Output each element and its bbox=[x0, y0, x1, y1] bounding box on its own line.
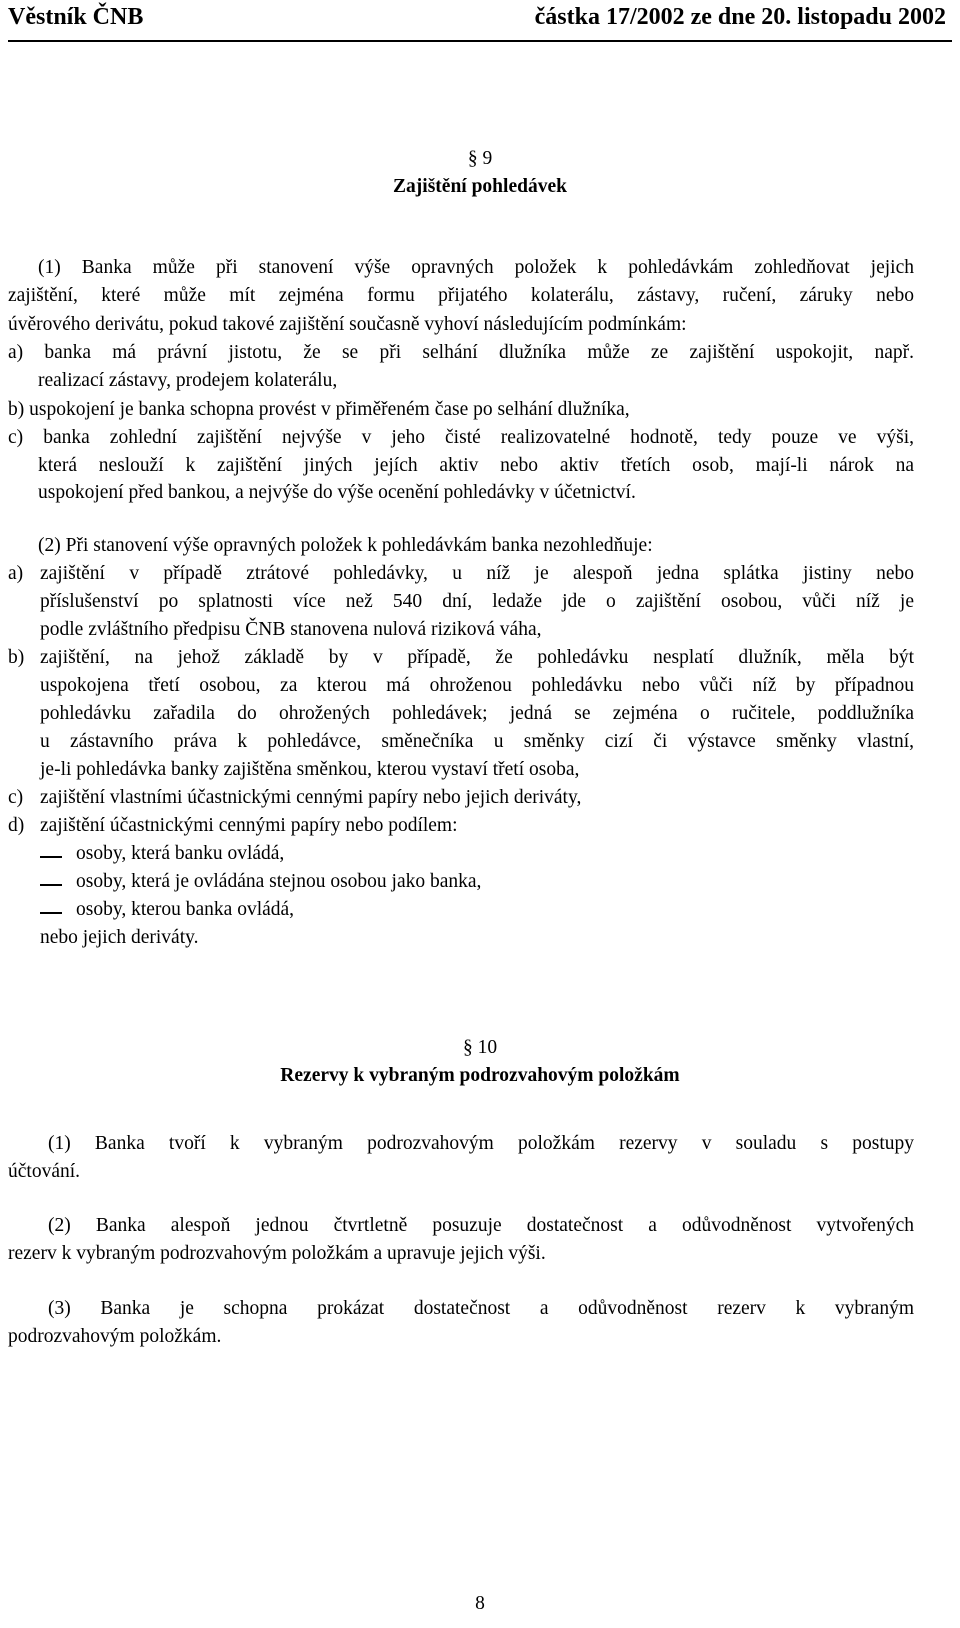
dash-bullet bbox=[40, 912, 62, 914]
s9-p1-item-c-line3: uspokojení před bankou, a nejvýše do výše ocenění pohledávky v účetnictví. bbox=[38, 482, 636, 503]
s9-p2-item-b-line2: uspokojena třetí osobou, za kterou má ohroženou pohledávku nebo vůči níž by případnou bbox=[40, 675, 914, 696]
s9-p2-dash-item-3: osoby, kterou banka ovládá, bbox=[76, 899, 295, 920]
section-10-title: Rezervy k vybraným podrozvahovým položkám bbox=[280, 1065, 680, 1086]
s9-p2-marker-a: a) bbox=[8, 563, 24, 584]
s9-p2-marker-d: d) bbox=[8, 815, 25, 836]
section-9-title: Zajištění pohledávek bbox=[393, 176, 567, 197]
s9-p2-dash-item-1: osoby, která banku ovládá, bbox=[76, 843, 285, 864]
s9-p2-marker-c: c) bbox=[8, 787, 24, 808]
s9-p1-item-b: b) uspokojení je banka schopna provést v přiměřeném čase po selhání dlužníka, bbox=[8, 399, 630, 420]
page-number: 8 bbox=[475, 1593, 485, 1614]
s9-p1-line1: (1) Banka může při stanovení výše opravných položek k pohledávkám zohledňovat jejich bbox=[38, 257, 914, 278]
s9-p1-line3: úvěrového derivátu, pokud takové zajištění současně vyhoví následujícím podmínkám: bbox=[8, 314, 687, 335]
s9-p1-item-a-line2: realizací zástavy, prodejem kolaterálu, bbox=[38, 370, 338, 391]
issue-info: částka 17/2002 ze dne 20. listopadu 2002 bbox=[534, 4, 946, 30]
page-header bbox=[8, 4, 952, 42]
s9-p2-marker-b: b) bbox=[8, 647, 25, 668]
s9-p2-item-b-line3: pohledávku zařadila do ohrožených pohledávek; jedná se zejména o ručitele, poddlužníka bbox=[40, 703, 914, 724]
s10-p1-line1: (1) Banka tvoří k vybraným podrozvahovým položkám rezervy v souladu s postupy bbox=[48, 1133, 914, 1154]
s9-p1-item-c-line2: která neslouží k zajištění jiných jejích aktiv nebo aktiv třetích osob, mají-li nárok na bbox=[38, 455, 914, 476]
dash-bullet bbox=[40, 856, 62, 858]
s9-p2-item-b-line4: u zástavního práva k pohledávce, směnečníka u směnky cizí či výstavce směnky vlastní, bbox=[40, 731, 914, 752]
dash-bullet bbox=[40, 884, 62, 886]
s9-p2-tail: nebo jejich deriváty. bbox=[40, 927, 199, 948]
s10-p2-line2: rezerv k vybraným podrozvahovým položkám a upravuje jejich výši. bbox=[8, 1243, 546, 1264]
s9-p1-line2: zajištění, které může mít zejména formu přijatého kolaterálu, zástavy, ručení, záruky nebo bbox=[8, 285, 914, 306]
s9-p2-intro: (2) Při stanovení výše opravných položek k pohledávkám banka nezohledňuje: bbox=[38, 535, 653, 556]
s10-p1-line2: účtování. bbox=[8, 1161, 81, 1182]
s9-p2-item-b-line5: je-li pohledávka banky zajištěna směnkou, kterou vystaví třetí osoba, bbox=[40, 759, 580, 780]
s9-p2-dash-item-2: osoby, která je ovládána stejnou osobou jako banka, bbox=[76, 871, 482, 892]
section-9-number: § 9 bbox=[467, 148, 493, 169]
s10-p3-line1: (3) Banka je schopna prokázat dostatečnost a odůvodněnost rezerv k vybraným bbox=[48, 1298, 914, 1319]
s9-p1-item-a-line1: a) banka má právní jistotu, že se při selhání dlužníka může ze zajištění uspokojit, např. bbox=[8, 342, 914, 363]
s9-p2-item-a-line1: zajištění v případě ztrátové pohledávky, u níž je alespoň jedna splátka jistiny nebo bbox=[40, 563, 914, 584]
journal-title: Věstník ČNB bbox=[8, 4, 144, 30]
s10-p2-line1: (2) Banka alespoň jednou čtvrtletně posuzuje dostatečnost a odůvodněnost vytvořených bbox=[48, 1215, 914, 1236]
s9-p2-item-a-line3: podle zvláštního předpisu ČNB stanovena nulová riziková váha, bbox=[40, 619, 542, 640]
s10-p3-line2: podrozvahovým položkám. bbox=[8, 1326, 222, 1347]
s9-p1-item-c-line1: c) banka zohlední zajištění nejvýše v jeho čisté realizovatelné hodnotě, tedy pouze ve výši, bbox=[8, 427, 914, 448]
s9-p2-item-c: zajištění vlastními účastnickými cennými papíry nebo jejich deriváty, bbox=[40, 787, 582, 808]
s9-p2-item-a-line2: příslušenství po splatnosti více než 540 dní, ledaže jde o zajištění osobou, vůči níž je bbox=[40, 591, 914, 612]
s9-p2-item-d: zajištění účastnickými cennými papíry nebo podílem: bbox=[40, 815, 458, 836]
s9-p2-item-b-line1: zajištění, na jehož základě by v případě, že pohledávku nesplatí dlužník, měla být bbox=[40, 647, 914, 668]
section-10-number: § 10 bbox=[462, 1037, 498, 1058]
